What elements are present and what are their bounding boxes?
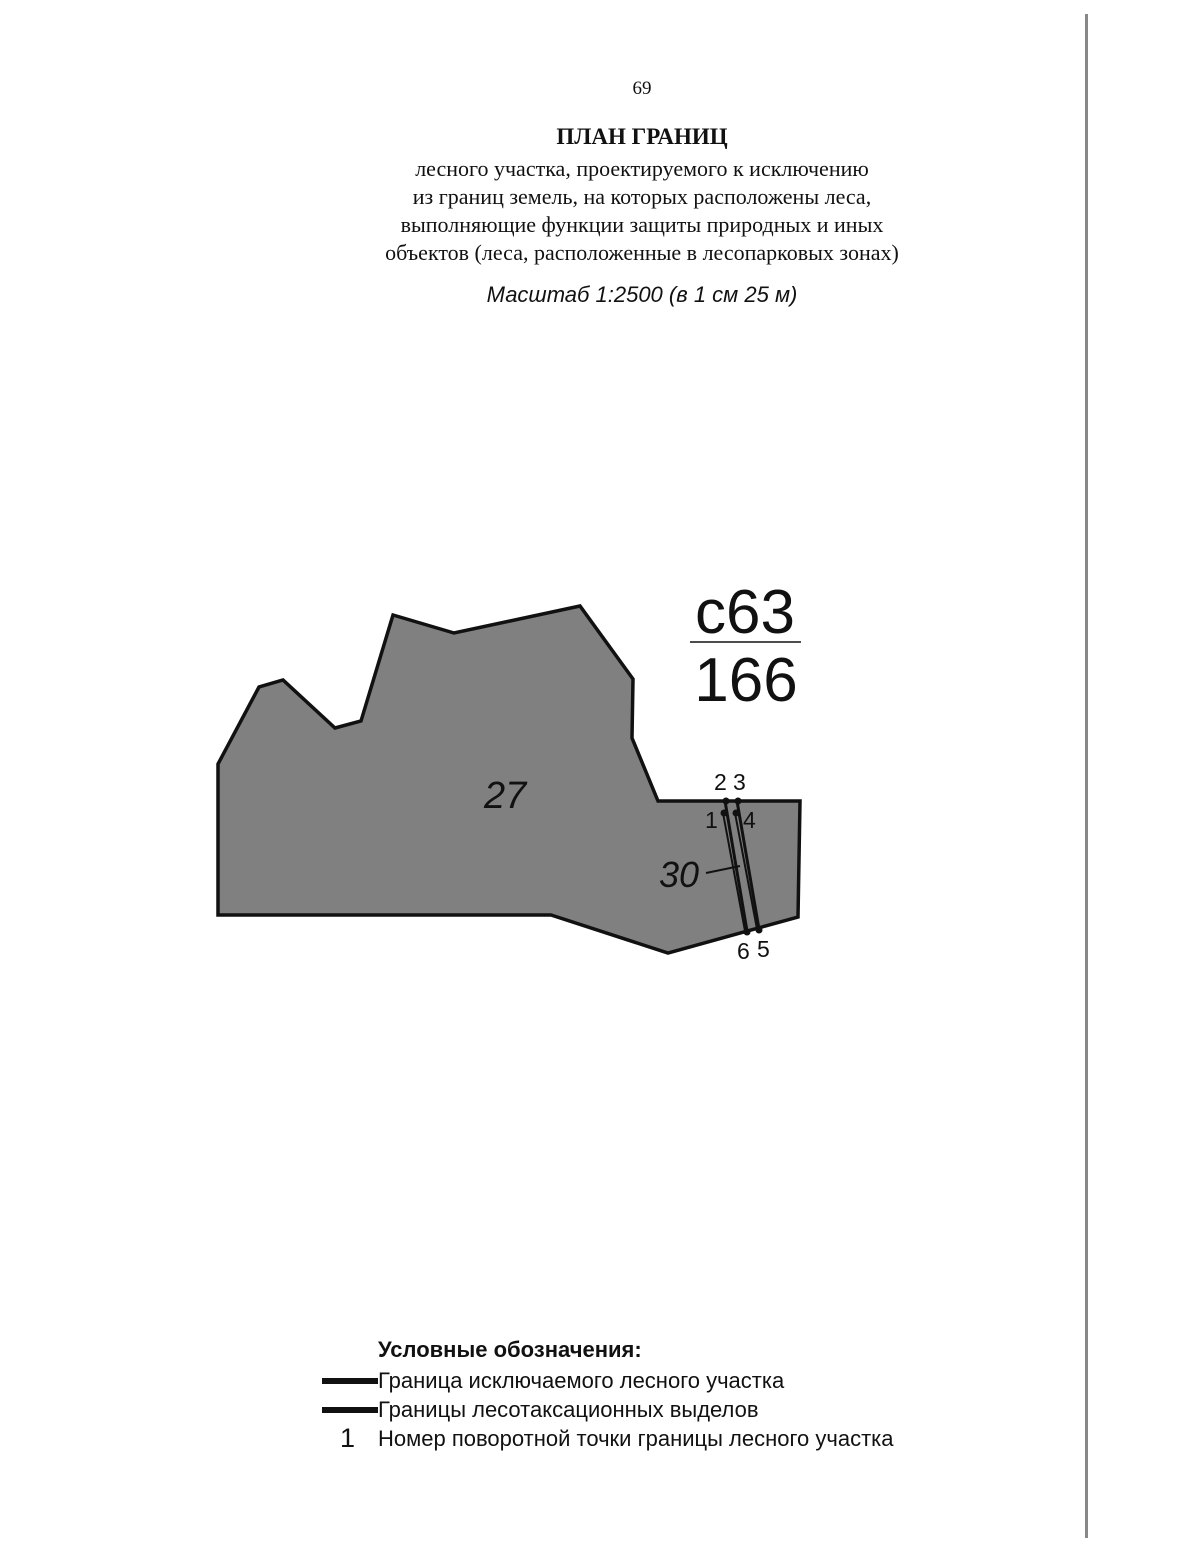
turning-point-label-1: 1 — [705, 807, 718, 833]
quarter-area: 166 — [694, 646, 798, 715]
legend-line-symbol — [322, 1378, 378, 1384]
parcel-label-27: 27 — [484, 775, 527, 817]
subtitle-line: выполняющие функции защиты природных и иных — [400, 212, 884, 237]
subtitle-line: из границ земель, на которых расположены леса, — [412, 184, 872, 209]
subtitle-line: объектов (леса, расположенные в лесопарковых зонах) — [385, 240, 899, 265]
page-title: ПЛАН ГРАНИЦ — [556, 124, 728, 149]
quarter-number: с63 — [695, 578, 795, 647]
turning-point-label-3: 3 — [733, 769, 746, 795]
turning-point-marker — [733, 810, 740, 817]
legend-item-label: Номер поворотной точки границы лесного участка — [378, 1426, 894, 1451]
legend-item-taxation-boundaries — [318, 1394, 1018, 1424]
turning-point-marker — [735, 798, 742, 805]
legend-line-symbol — [322, 1407, 378, 1413]
legend-item-label: Границы лесотаксационных выделов — [378, 1397, 759, 1422]
legend-item-excluded-boundary — [318, 1365, 1018, 1395]
turning-point-marker — [744, 929, 751, 936]
map-scale: Масштаб 1:2500 (в 1 см 25 м) — [486, 282, 798, 307]
legend-title: Условные обозначения: — [378, 1337, 642, 1362]
legend-item-label: Граница исключаемого лесного участка — [378, 1368, 785, 1393]
turning-point-marker — [756, 927, 763, 934]
legend-item-turning-point — [318, 1423, 1018, 1453]
subtitle-line: лесного участка, проектируемого к исключению — [415, 156, 869, 181]
legend-number-symbol: 1 — [340, 1423, 356, 1453]
page-number: 69 — [632, 78, 652, 99]
turning-point-marker — [723, 798, 730, 805]
turning-point-label-4: 4 — [743, 807, 756, 833]
parcel-label-30: 30 — [659, 854, 700, 895]
turning-point-label-6: 6 — [737, 938, 750, 964]
turning-point-label-5: 5 — [757, 936, 770, 962]
turning-point-marker — [721, 810, 728, 817]
turning-point-label-2: 2 — [714, 769, 727, 795]
